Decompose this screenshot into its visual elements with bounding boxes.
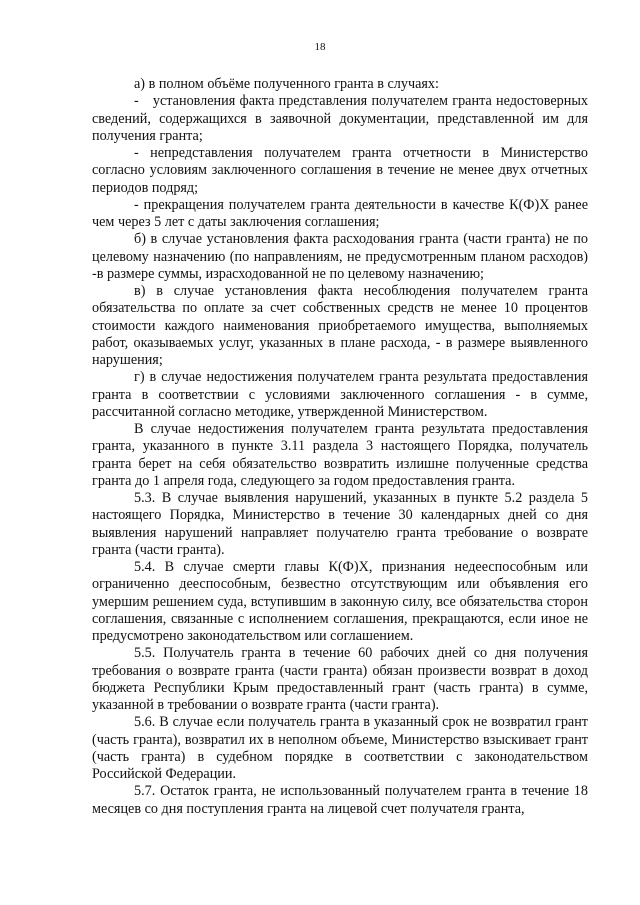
paragraph-b: б) в случае установления факта расходования гранта (части гранта) не по целевому назначению (по направлениям, не предусмотренным планом расходов) -в размере суммы, израсходованной не по целевому назначению; bbox=[92, 231, 588, 282]
paragraph-5-7: 5.7. Остаток гранта, не использованный получателем гранта в течение 18 месяцев со дня поступления гранта на лицевой счет получателя гранта, bbox=[92, 783, 588, 817]
paragraph-5-4: 5.4. В случае смерти главы К(Ф)Х, признания недееспособным или ограниченно дееспособным, безвестно отсутствующим или объявления его умершим решением суда, вступившим в законную силу, все обязательства сторон соглашения, связанные с исполнением соглашения, прекращаются, если иное не предусмотрено законодательством или соглашением. bbox=[92, 559, 588, 644]
paragraph-a-item-1: - установления факта представления получателем гранта недостоверных сведений, содержащихся в заявочной документации, представленной им для получения гранта; bbox=[92, 93, 588, 144]
paragraph-5-6: 5.6. В случае если получатель гранта в указанный срок не возвратил грант (часть гранта), возвратил их в неполном объеме, Министерство взыскивает грант (часть гранта) в судебном порядке в соответствии с законодательством Российской Федерации. bbox=[92, 714, 588, 782]
paragraph-a-item-2: - непредставления получателем гранта отчетности в Министерство согласно условиям заключенного соглашения в течение не менее двух отчетных периодов подряд; bbox=[92, 145, 588, 196]
paragraph-a: а) в полном объёме полученного гранта в случаях: bbox=[134, 76, 439, 92]
paragraph-5-3: 5.3. В случае выявления нарушений, указанных в пункте 5.2 раздела 5 настоящего Порядка, Министерство в течение 30 календарных дней со дня выявления нарушений направляет получателю гранта требование о возврате гранта (части гранта). bbox=[92, 490, 588, 558]
paragraph-result-return: В случае недостижения получателем гранта результата предоставления гранта, указанного в пункте 3.11 раздела 3 настоящего Порядка, получатель гранта берет на себя обязательство возвратить излишне полученные средства гранта до 1 апреля года, следующего за годом предоставления гранта. bbox=[92, 421, 588, 489]
paragraph-g: г) в случае недостижения получателем гранта результата предоставления гранта в соответствии с условиями заключенного соглашения - в сумме, рассчитанной согласно методике, утвержденной Министерством. bbox=[92, 369, 588, 420]
paragraph-v: в) в случае установления факта несоблюдения получателем гранта обязательства по оплате за счет собственных средств не менее 10 процентов стоимости каждого наименования приобретаемого имущества, выполняемых работ, оказываемых услуг, указанных в плане расхода, - в размере выявленного нарушения; bbox=[92, 283, 588, 368]
paragraph-a-item-3: - прекращения получателем гранта деятельности в качестве К(Ф)Х ранее чем через 5 лет с даты заключения соглашения; bbox=[92, 196, 588, 230]
paragraph-5-5: 5.5. Получатель гранта в течение 60 рабочих дней со дня получения требования о возврате гранта (части гранта) обязан произвести возврат в доход бюджета Республики Крым предоставленный грант (часть гранта) в сумме, указанной в требовании о возврате гранта (части гранта). bbox=[92, 645, 588, 713]
page-number: 18 bbox=[314, 41, 326, 53]
